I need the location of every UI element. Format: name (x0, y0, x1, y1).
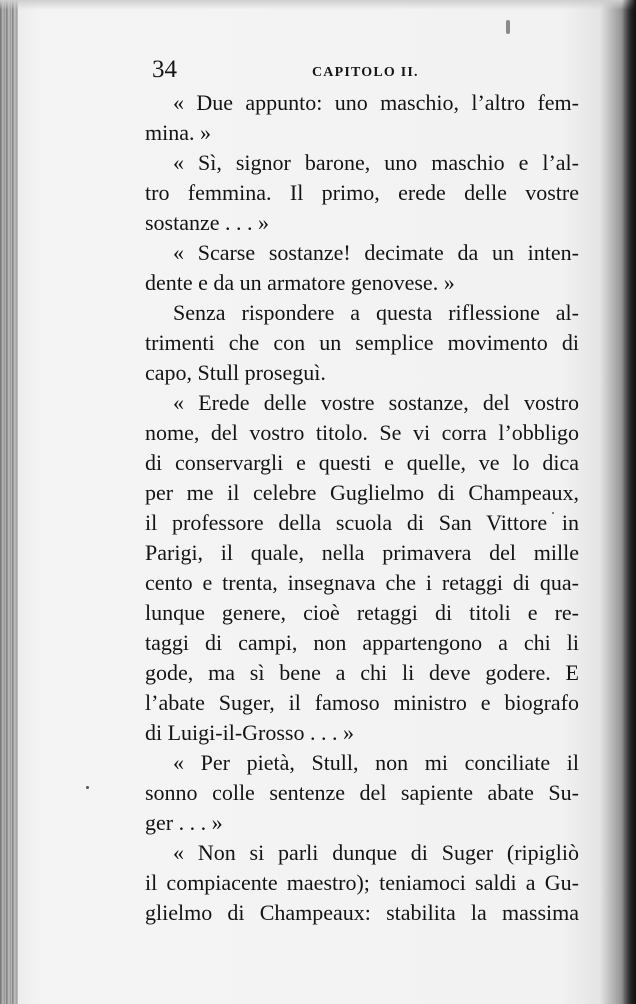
text-line: « Due appunto: uno maschio, l’altro fem- (173, 90, 579, 115)
text-line: Parigi, il quale, nella primavera del mille (145, 540, 579, 565)
text-line: « Non si parli dunque di Suger (ripigliò (173, 840, 579, 865)
text-line: dente e da un armatore genovese. » (145, 270, 455, 295)
text-line: sonno colle sentenze del sapiente abate Su- (145, 780, 579, 805)
top-edge-shading (0, 0, 636, 10)
text-line: « Erede delle vostre sostanze, del vostro (173, 390, 579, 415)
paragraph (145, 88, 579, 148)
text-line: mina. » (145, 120, 211, 145)
text-line: « Per pietà, Stull, non mi conciliate il (173, 750, 579, 775)
text-line: capo, Stull proseguì. (145, 360, 326, 385)
text-line: trimenti che con un semplice movimento di (145, 330, 579, 355)
paragraph (145, 148, 579, 238)
text-line: Senza rispondere a questa riflessione al- (173, 300, 579, 325)
running-header (152, 56, 572, 92)
text-line: « Sì, signor barone, uno maschio e l’al- (173, 150, 579, 175)
paper-speck (506, 20, 510, 34)
body-text (145, 88, 579, 928)
paragraph (145, 748, 579, 838)
text-line: il compiacente maestro); teniamoci saldi a Gu- (145, 870, 579, 895)
paragraph (145, 298, 579, 388)
text-line: di Luigi-il-Grosso . . . » (145, 720, 354, 745)
text-line: di conservargli e questi e quelle, ve lo dica (145, 450, 579, 475)
page-number: 34 (152, 56, 177, 83)
text-line: cento e trenta, insegnava che i retaggi di qua- (145, 570, 579, 595)
text-line: « Scarse sostanze! decimate da un inten- (173, 240, 579, 265)
text-line: taggi di campi, non appartengono a chi li (145, 630, 579, 655)
book-binding-shadow (0, 0, 18, 1004)
paragraph (145, 388, 579, 748)
text-line: gode, ma sì bene a chi li deve godere. E (145, 660, 579, 685)
paper-speck (86, 786, 89, 789)
text-line: per me il celebre Guglielmo di Champeaux, (145, 480, 579, 505)
paragraph (145, 838, 579, 928)
paragraph (145, 238, 579, 298)
text-line: ger . . . » (145, 810, 223, 835)
right-edge-shadow (622, 0, 636, 1004)
text-line: tro femmina. Il primo, erede delle vostre (145, 180, 579, 205)
text-line: nome, del vostro titolo. Se vi corra l’obbligo (145, 420, 579, 445)
text-line: glielmo di Champeaux: stabilita la massima (145, 900, 579, 925)
chapter-title: CAPITOLO II. (312, 65, 419, 80)
text-line: lunque genere, cioè retaggi di titoli e re- (145, 600, 579, 625)
text-line: sostanze . . . » (145, 210, 270, 235)
text-line: il professore della scuola di San Vittore in (145, 510, 579, 535)
text-line: l’abate Suger, il famoso ministro e biografo (145, 690, 579, 715)
